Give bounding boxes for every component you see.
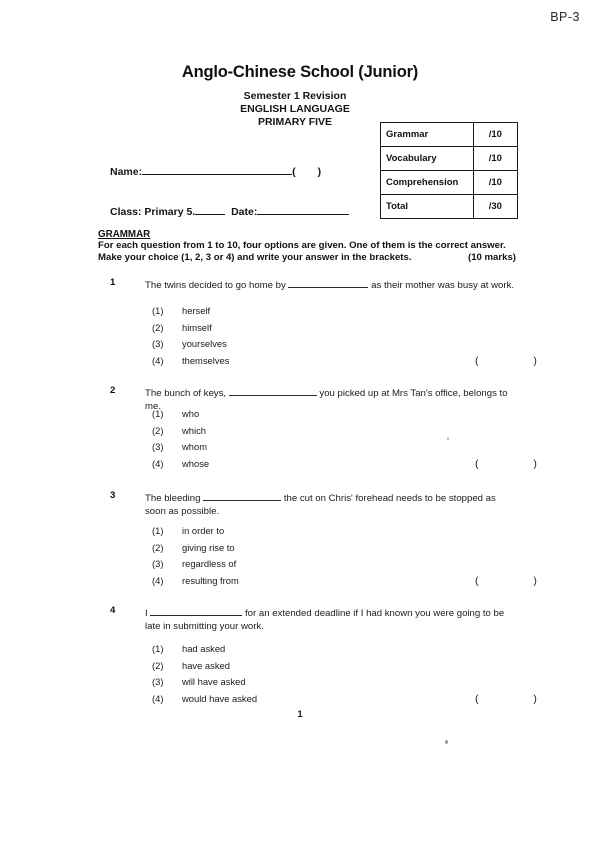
date-input[interactable] <box>257 203 349 215</box>
question-number: 1 <box>110 277 116 288</box>
option-text: himself <box>182 321 212 333</box>
option-label: (3) <box>152 338 164 349</box>
question-text-before: I <box>145 608 148 619</box>
option-label: (4) <box>152 457 164 469</box>
subtitle-line-subject: ENGLISH LANGUAGE <box>240 103 350 115</box>
section-marks: (10 marks) <box>468 251 516 263</box>
list-item[interactable] <box>0 643 600 660</box>
option-text: yourselves <box>182 338 227 349</box>
question-number: 4 <box>110 605 116 616</box>
marks-score-vocabulary: /10 <box>473 147 517 171</box>
class-label: Class: Primary 5. <box>110 206 196 218</box>
section-heading-grammar: GRAMMAR <box>98 229 151 240</box>
instruction-line-2: Make your choice (1, 2, 3 or 4) and write your answer in the brackets. <box>98 251 412 263</box>
list-item[interactable] <box>0 693 600 710</box>
class-input[interactable] <box>195 203 225 215</box>
list-item[interactable] <box>0 355 600 372</box>
scan-artifact <box>447 437 449 440</box>
option-label: (4) <box>152 354 164 366</box>
marks-table-body <box>381 123 518 219</box>
option-text: in order to <box>182 525 225 536</box>
marks-score-grammar: /10 <box>473 123 517 147</box>
option-text: have asked <box>182 659 230 671</box>
name-label: Name: <box>110 166 143 178</box>
option-text: herself <box>182 305 211 316</box>
option-label: (2) <box>152 424 164 436</box>
option-label: (3) <box>152 441 164 452</box>
answer-bracket[interactable]: ( ) <box>475 457 563 470</box>
marks-table <box>380 122 518 219</box>
option-label: (3) <box>152 676 164 687</box>
question-text-after: you picked up at Mrs Tan's office, belongs to me. <box>145 388 508 412</box>
list-item[interactable] <box>0 542 600 559</box>
answer-bracket[interactable]: ( ) <box>475 354 563 367</box>
subtitle-line-level: PRIMARY FIVE <box>257 116 333 128</box>
subtitle-line-semester: Semester 1 Revision <box>243 90 347 102</box>
option-label: (2) <box>152 541 164 553</box>
list-item[interactable] <box>0 458 600 475</box>
answer-bracket[interactable]: ( ) <box>475 692 563 705</box>
answer-blank[interactable] <box>229 385 317 396</box>
class-date-field <box>110 203 349 218</box>
option-label: (1) <box>152 305 164 316</box>
question-4-options <box>0 643 600 709</box>
name-input[interactable] <box>142 163 292 175</box>
option-label: (1) <box>152 525 164 536</box>
option-text: resulting from <box>182 574 239 586</box>
option-label: (2) <box>152 321 164 333</box>
question-text-after: as their mother was busy at work. <box>371 280 515 291</box>
marks-subject-grammar: Grammar <box>381 123 474 147</box>
option-label: (4) <box>152 692 164 704</box>
option-text: whom <box>182 441 208 452</box>
list-item[interactable] <box>0 305 600 322</box>
instruction-line-1: For each question from 1 to 10, four options are given. One of them is the correct answer. <box>98 240 506 251</box>
instruction-line-2-wrapper <box>98 252 516 264</box>
option-text: whose <box>182 457 210 469</box>
date-label: Date: <box>231 206 258 218</box>
answer-blank[interactable] <box>288 277 368 288</box>
index-number-input[interactable] <box>296 164 318 175</box>
list-item[interactable] <box>0 441 600 458</box>
list-item[interactable] <box>0 338 600 355</box>
answer-blank[interactable] <box>150 605 242 616</box>
option-text: giving rise to <box>182 541 235 553</box>
table-row <box>381 147 518 171</box>
option-text: themselves <box>182 354 230 366</box>
option-text: had asked <box>182 643 226 654</box>
section-instructions <box>98 240 516 263</box>
marks-subject-comprehension: Comprehension <box>381 171 474 195</box>
option-text: which <box>182 424 206 436</box>
question-number: 3 <box>110 490 116 501</box>
table-row <box>381 195 518 219</box>
table-row <box>381 171 518 195</box>
option-label: (1) <box>152 643 164 654</box>
marks-score-total: /30 <box>473 195 517 219</box>
paper-code: BP-3 <box>550 10 580 24</box>
question-text-before: The twins decided to go home by <box>145 280 286 291</box>
name-field <box>110 163 321 178</box>
list-item[interactable] <box>0 660 600 677</box>
question-text <box>145 490 515 518</box>
option-text: will have asked <box>182 676 246 687</box>
marks-score-comprehension: /10 <box>473 171 517 195</box>
question-text <box>145 277 515 293</box>
list-item[interactable] <box>0 676 600 693</box>
table-row <box>381 123 518 147</box>
name-paren-close: ) <box>317 166 322 178</box>
question-2-options <box>0 408 600 474</box>
question-text-after: the cut on Chris' forehead needs to be stopped as soon as possible. <box>145 493 496 517</box>
list-item[interactable] <box>0 575 600 592</box>
answer-bracket[interactable]: ( ) <box>475 574 563 587</box>
school-title: Anglo-Chinese School (Junior) <box>181 63 419 81</box>
name-paren-open: ( <box>292 166 296 178</box>
page-number: 1 <box>297 709 303 720</box>
option-label: (1) <box>152 408 164 419</box>
option-text: would have asked <box>182 692 258 704</box>
list-item[interactable] <box>0 322 600 339</box>
list-item[interactable] <box>0 558 600 575</box>
option-text: regardless of <box>182 558 237 569</box>
option-label: (3) <box>152 558 164 569</box>
list-item[interactable] <box>0 425 600 442</box>
question-text-before: The bunch of keys, <box>145 388 227 399</box>
option-text: who <box>182 408 200 419</box>
question-3-options <box>0 525 600 591</box>
question-text <box>145 605 515 633</box>
option-label: (2) <box>152 659 164 671</box>
question-number: 2 <box>110 385 116 396</box>
list-item[interactable] <box>0 408 600 425</box>
question-1-options <box>0 305 600 371</box>
question-text-after: for an extended deadline if I had known you were going to be late in submitting your work. <box>145 608 505 632</box>
marks-subject-vocabulary: Vocabulary <box>381 147 474 171</box>
list-item[interactable] <box>0 525 600 542</box>
answer-blank[interactable] <box>203 490 281 501</box>
scan-artifact <box>445 740 448 744</box>
marks-subject-total: Total <box>381 195 474 219</box>
question-text-before: The bleeding <box>145 493 201 504</box>
option-label: (4) <box>152 574 164 586</box>
